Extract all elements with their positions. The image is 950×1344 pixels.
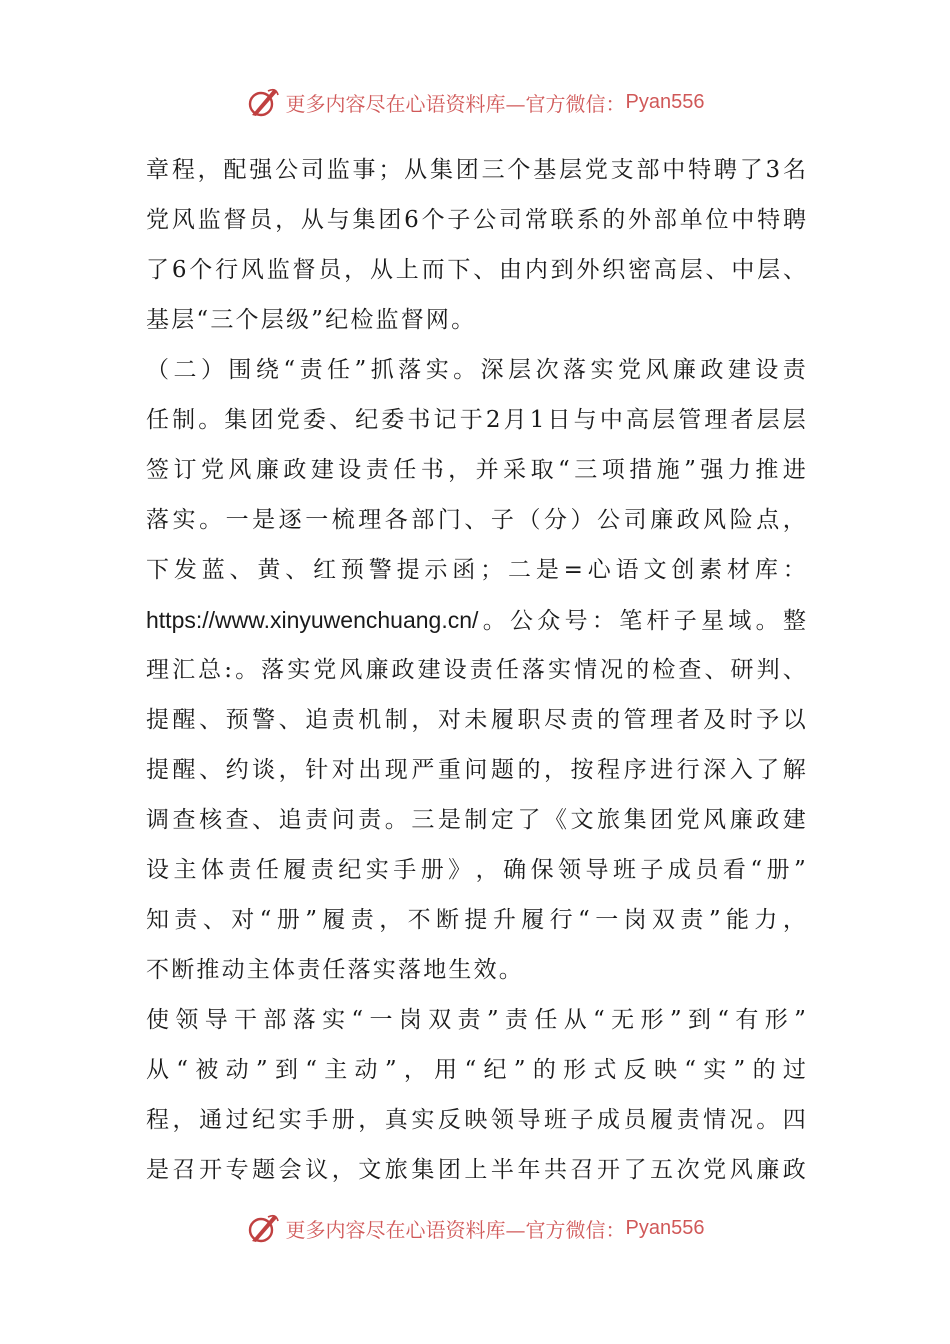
body-line: 知 责 、 对 “ 册 ” 履 责 ， 不 断 提 升 履 行 “ 一 岗 双 责 ” 能 力 ， — [146, 907, 806, 933]
body-line: 从 “ 被 动 ” 到 “ 主 动 ” ， 用 “ 纪 ” 的 形 式 反 映 “ 实 ” 的 过 — [146, 1057, 806, 1083]
document-body — [146, 145, 806, 1195]
body-line: 调 查 核 查 、 追 责 问 责 。 三 是 制 定 了 《 文 旅 集 团 党 风 廉 政 建 — [146, 807, 806, 833]
body-line: 不断推动主体责任落实落地生效。 — [146, 957, 524, 983]
body-line: 任 制 。 集 团 党 委 、 纪 委 书 记 于 2 月 1 日 与 中 高 层 管 理 者 层 层 — [146, 407, 806, 433]
quill-logo-icon — [246, 1211, 280, 1245]
body-line: 程 ， 通 过 纪 实 手 册 ， 真 实 反 映 领 导 班 子 成 员 履 责 情 况 。 四 — [146, 1107, 806, 1133]
body-line: 签 订 党 风 廉 政 建 设 责 任 书 ， 并 采 取 “ 三 项 措 施 ” 强 力 推 进 — [146, 457, 806, 483]
header-banner — [0, 82, 950, 122]
body-line: 章 程 ， 配 强 公 司 监 事 ； 从 集 团 三 个 基 层 党 支 部 中 特 聘 了 3 名 — [146, 157, 806, 183]
body-line: 使 领 导 干 部 落 实 “ 一 岗 双 责 ” 责 任 从 “ 无 形 ” 到 “ 有 形 ” — [146, 1007, 806, 1033]
footer-banner — [0, 1208, 950, 1248]
header-wechat-id: Pyan556 — [625, 90, 705, 113]
body-line: 提 醒 、 约 谈 ， 针 对 出 现 严 重 问 题 的 ， 按 程 序 进 行 深 入 了 解 — [146, 757, 806, 783]
body-line-url: https://www.xinyuwenchuang.cn/ 。 公 众 号 ： 笔 杆 子 星 域 。 整 — [146, 607, 806, 633]
footer-wechat-id: Pyan556 — [625, 1216, 705, 1239]
body-line: 落 实 。 一 是 逐 一 梳 理 各 部 门 、 子 （ 分 ） 公 司 廉 政 风 险 点 ， — [146, 507, 806, 533]
body-line: 提 醒 、 预 警 、 追 责 机 制 ， 对 未 履 职 尽 责 的 管 理 者 及 时 予 以 — [146, 707, 806, 733]
footer-banner-text: 更多内容尽在心语资料库—官方微信： — [285, 1217, 626, 1242]
body-line: 基层“三个层级”纪检监督网。 — [146, 307, 477, 333]
body-line: 是 召 开 专 题 会 议 ， 文 旅 集 团 上 半 年 共 召 开 了 五 次 党 风 廉 政 — [146, 1157, 806, 1183]
body-line: 下 发 蓝 、 黄 、 红 预 警 提 示 函 ； 二 是 = 心 语 文 创 素 材 库 ： — [146, 557, 806, 583]
header-banner-text: 更多内容尽在心语资料库—官方微信： — [285, 91, 626, 116]
body-line: （ 二 ） 围 绕 “ 责 任 ” 抓 落 实 。 深 层 次 落 实 党 风 廉 政 建 设 责 — [146, 357, 806, 383]
body-line: 理 汇 总 : 。 落 实 党 风 廉 政 建 设 责 任 落 实 情 况 的 检 查 、 研 判 、 — [146, 657, 806, 683]
quill-logo-icon — [246, 85, 280, 119]
body-line: 了 6 个 行 风 监 督 员 ， 从 上 而 下 、 由 内 到 外 织 密 高 层 、 中 层 、 — [146, 257, 806, 283]
body-line: 党 风 监 督 员 ， 从 与 集 团 6 个 子 公 司 常 联 系 的 外 部 单 位 中 特 聘 — [146, 207, 806, 233]
body-line: 设 主 体 责 任 履 责 纪 实 手 册 》 ， 确 保 领 导 班 子 成 员 看 “ 册 ” — [146, 857, 806, 883]
